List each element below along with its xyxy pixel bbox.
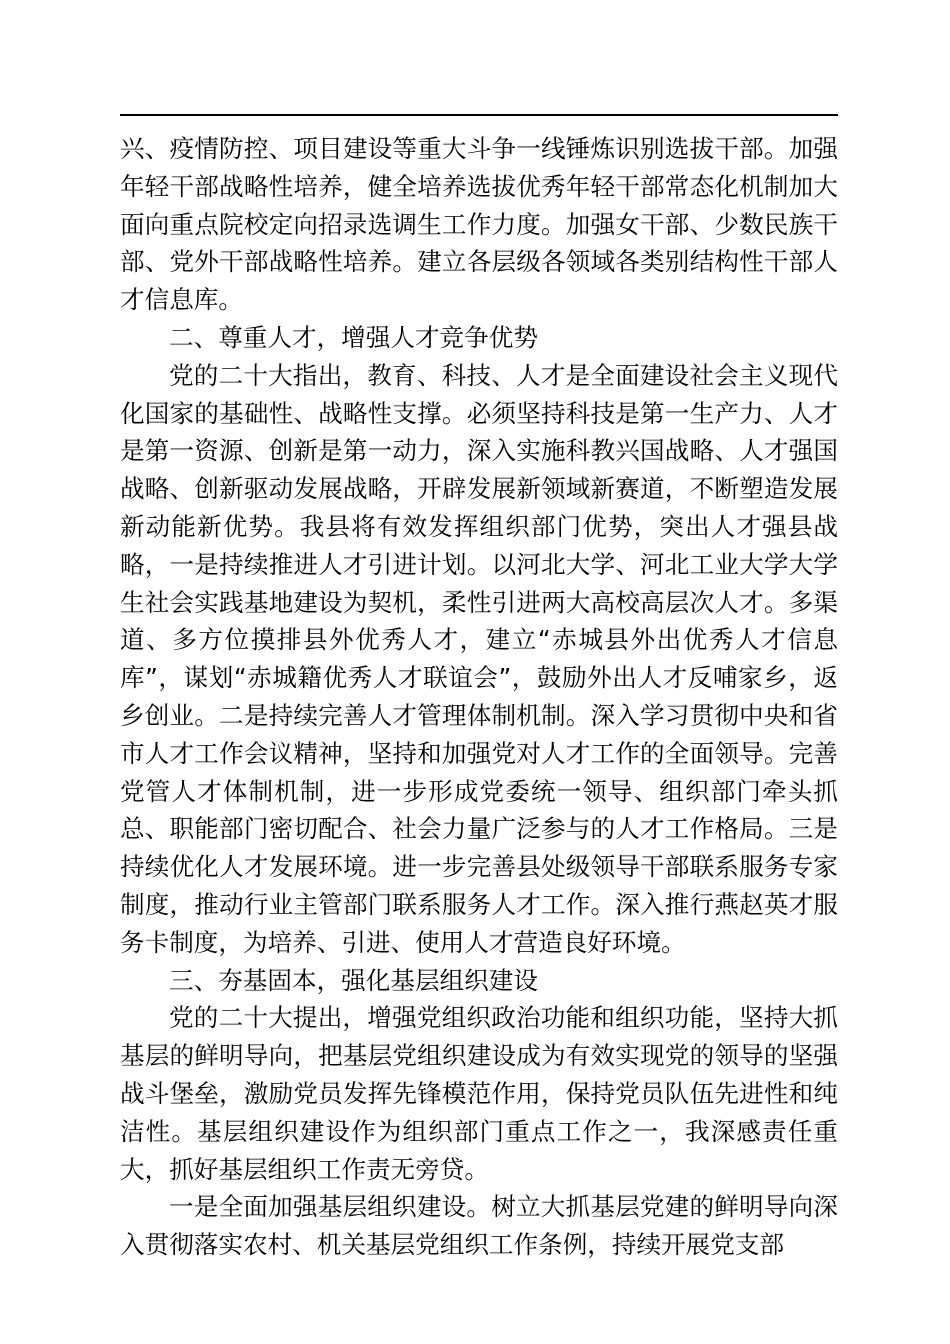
paragraph-talent-strategy: 党的二十大指出，教育、科技、人才是全面建设社会主义现代化国家的基础性、战略性支撑。必须坚持科技是第一生产力、人才是第一资源、创新是第一动力，深入实施科教兴国战略、人才强国战略、创新驱动发展战略，开辟发展新领域新赛道，不断塑造发展新动能新优势。我县将有效发挥组织部门优势，突出人才强县战略，一是持续推进人才引进计划。以河北大学、河北工业大学大学生社会实践基地建设为契机，柔性引进两大高校高层次人才。多渠道、多方位摸排县外优秀人才，建立“赤城县外出优秀人才信息库”，谋划“赤城籍优秀人才联谊会”，鼓励外出人才反哺家乡，返乡创业。二是持续完善人才管理体制机制。深入学习贯彻中央和省市人才工作会议精神，坚持和加强党对人才工作的全面领导。完善党管人才体制机制，进一步形成党委统一领导、组织部门牵头抓总、职能部门密切配合、社会力量广泛参与的人才工作格局。三是持续优化人才发展环境。进一步完善县处级领导干部联系服务专家制度，推动行业主管部门联系服务人才工作。深入推行燕赵英才服务卡制度，为培养、引进、使用人才营造良好环境。 — [120, 360, 838, 957]
document-body — [120, 130, 838, 1264]
paragraph-continuation: 兴、疫情防控、项目建设等重大斗争一线锤炼识别选拔干部。加强年轻干部战略性培养，健全培养选拔优秀年轻干部常态化机制加大面向重点院校定向招录选调生工作力度。加强女干部、少数民族干部、党外干部战略性培养。建立各层级各领域各类别结构性干部人才信息库。 — [120, 134, 838, 315]
header-rule — [120, 114, 838, 116]
paragraph-grassroots-intro: 党的二十大提出，增强党组织政治功能和组织功能，坚持大抓基层的鲜明导向，把基层党组织建设成为有效实现党的领导的坚强战斗堡垒，激励党员发挥先锋模范作用，保持党员队伍先进性和纯洁性。基层组织建设作为组织部门重点工作之一，我深感责任重大，抓好基层组织工作责无旁贷。 — [120, 1003, 838, 1184]
section-heading-grassroots-organization: 三、夯基固本，强化基层组织建设 — [169, 965, 538, 995]
paragraph-grassroots-measure-one: 一是全面加强基层组织建设。树立大抓基层党建的鲜明导向深入贯彻落实农村、机关基层党组织工作条例，持续开展党支部 — [120, 1192, 838, 1260]
section-heading-respect-talent: 二、尊重人才，增强人才竞争优势 — [169, 322, 538, 352]
